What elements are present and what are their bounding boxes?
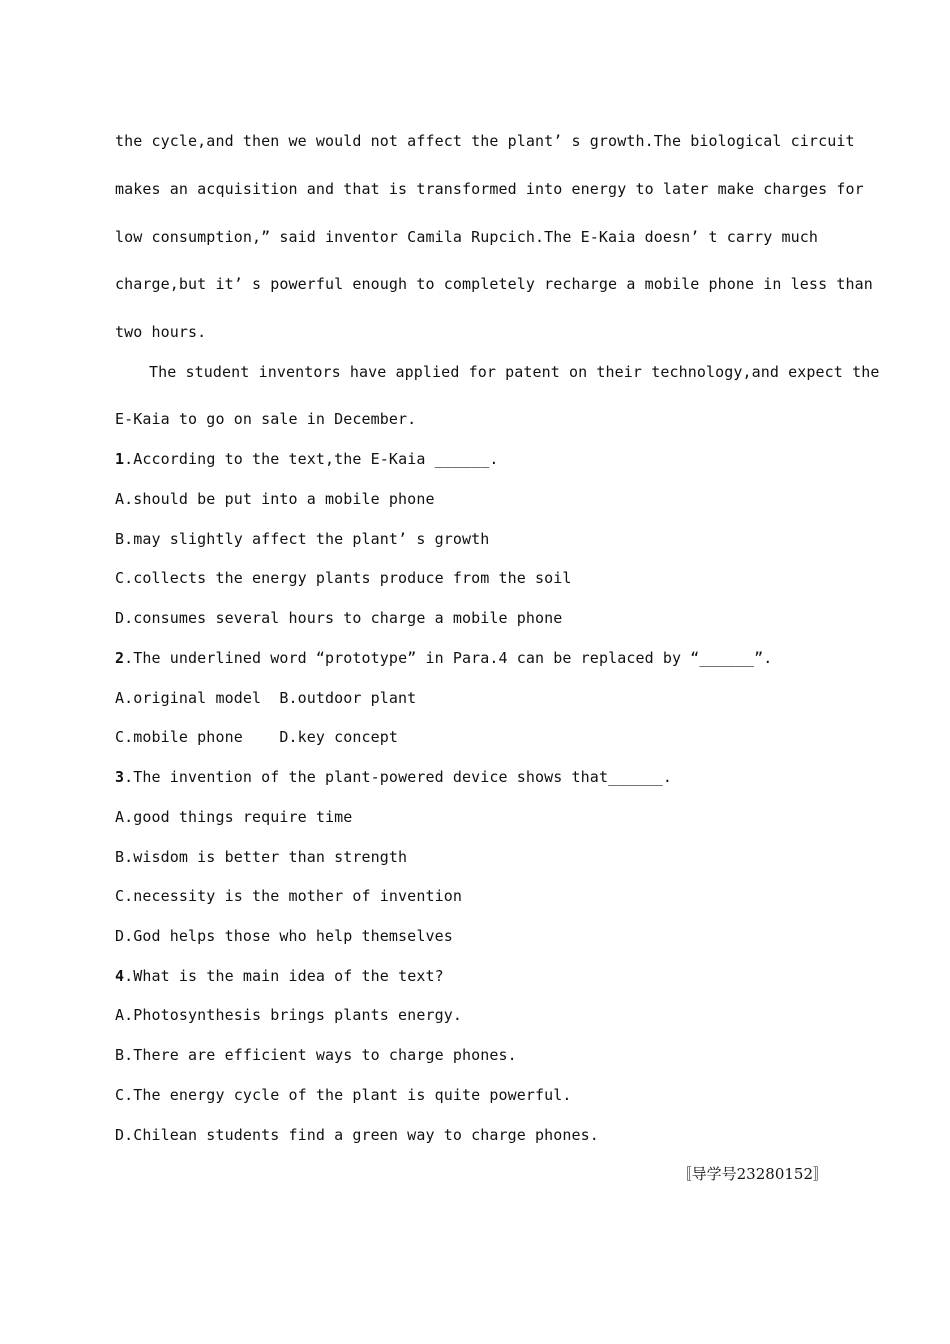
question-1-option-a: A.should be put into a mobile phone <box>115 490 435 508</box>
question-4-option-b: B.There are efficient ways to charge phones. <box>115 1046 517 1064</box>
question-3-stem <box>115 767 672 787</box>
question-2-stem <box>115 648 772 668</box>
question-3-option-c: C.necessity is the mother of invention <box>115 887 462 905</box>
reference-number: 〚导学号23280152〛 <box>676 1165 828 1183</box>
question-1-stem <box>115 449 499 469</box>
question-text: .According to the text,the E-Kaia ______. <box>124 450 499 468</box>
question-1-option-b: B.may slightly affect the plant’ s growth <box>115 530 490 548</box>
question-3-option-d: D.God helps those who help themselves <box>115 927 453 945</box>
question-number: 1 <box>115 450 125 468</box>
passage-line: two hours. <box>115 323 207 341</box>
passage-line: charge,but it’ s powerful enough to completely recharge a mobile phone in less than <box>115 275 873 293</box>
question-2-options-cd: C.mobile phone D.key concept <box>115 728 399 746</box>
passage-line: E-Kaia to go on sale in December. <box>115 410 417 428</box>
question-2-options-ab: A.original model B.outdoor plant <box>115 689 417 707</box>
question-4-option-d: D.Chilean students find a green way to charge phones. <box>115 1126 599 1144</box>
question-number: 4 <box>115 967 125 985</box>
question-number: 3 <box>115 768 125 786</box>
question-1-option-c: C.collects the energy plants produce from the soil <box>115 569 572 587</box>
question-4-option-c: C.The energy cycle of the plant is quite powerful. <box>115 1086 572 1104</box>
question-number: 2 <box>115 649 125 667</box>
question-4-option-a: A.Photosynthesis brings plants energy. <box>115 1006 462 1024</box>
question-text: .The underlined word “prototype” in Para.4 can be replaced by “______”. <box>124 649 773 667</box>
question-text: .What is the main idea of the text? <box>124 967 444 985</box>
question-1-option-d: D.consumes several hours to charge a mobile phone <box>115 609 563 627</box>
passage-line: The student inventors have applied for patent on their technology,and expect the <box>149 363 880 381</box>
question-3-option-a: A.good things require time <box>115 808 353 826</box>
passage-line: low consumption,” said inventor Camila Rupcich.The E-Kaia doesn’ t carry much <box>115 228 819 246</box>
passage-line: the cycle,and then we would not affect the plant’ s growth.The biological circuit <box>115 132 855 150</box>
question-4-stem <box>115 966 444 986</box>
passage-line: makes an acquisition and that is transformed into energy to later make charges for <box>115 180 864 198</box>
question-text: .The invention of the plant-powered device shows that______. <box>124 768 672 786</box>
question-3-option-b: B.wisdom is better than strength <box>115 848 408 866</box>
